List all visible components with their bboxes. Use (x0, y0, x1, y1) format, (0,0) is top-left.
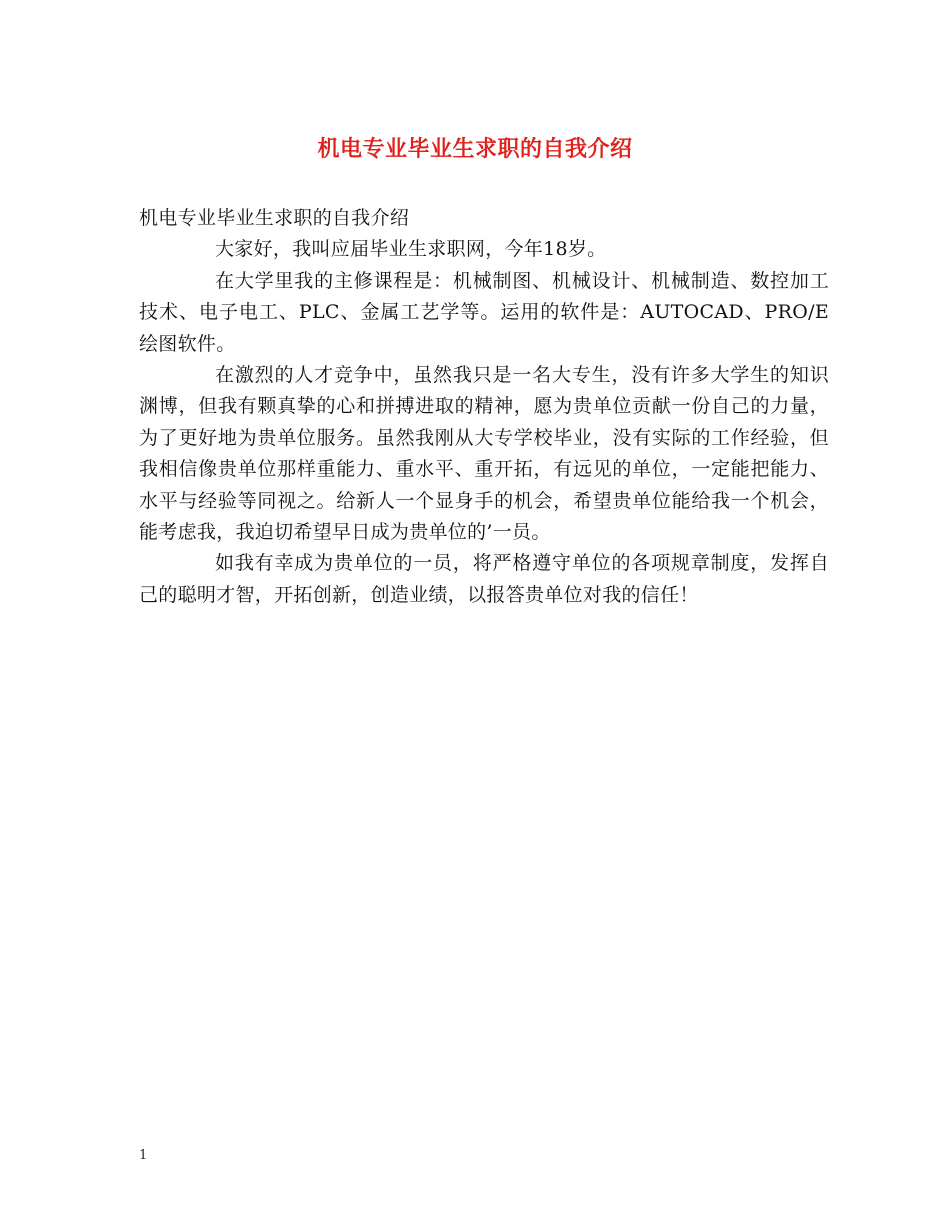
paragraph-greeting: 大家好，我叫应届毕业生求职网，今年18岁。 (215, 238, 607, 261)
document-body (139, 203, 829, 611)
body-heading-line: 机电专业毕业生求职的自我介绍 (139, 207, 410, 229)
page-number: 1 (139, 1148, 148, 1163)
paragraph-courses: 在大学里我的主修课程是：机械制图、机械设计、机械制造、数控加工技术、电子电工、PLC、金属工艺学等。运用的软件是：AUTOCAD、PRO/E绘图软件。 (139, 269, 829, 355)
paragraph-motivation: 在激烈的人才竞争中，虽然我只是一名大专生，没有许多大学生的知识渊博，但我有颗真挚的心和拼搏进取的精神，愿为贵单位贡献一份自己的力量，为了更好地为贵单位服务。虽然我刚从大专学校毕业，没有实际的工作经验，但我相信像贵单位那样重能力、重水平、重开拓，有远见的单位，一定能把能力、水平与经验等同视之。给新人一个显身手的机会，希望贵单位能给我一个机会，能考虑我，我迫切希望早日成为贵单位的’一员。 (139, 364, 829, 544)
paragraph-closing: 如我有幸成为贵单位的一员，将严格遵守单位的各项规章制度，发挥自己的聪明才智，开拓创新，创造业绩，以报答贵单位对我的信任！ (139, 552, 829, 606)
document-title: 机电专业毕业生求职的自我介绍 (317, 136, 633, 162)
